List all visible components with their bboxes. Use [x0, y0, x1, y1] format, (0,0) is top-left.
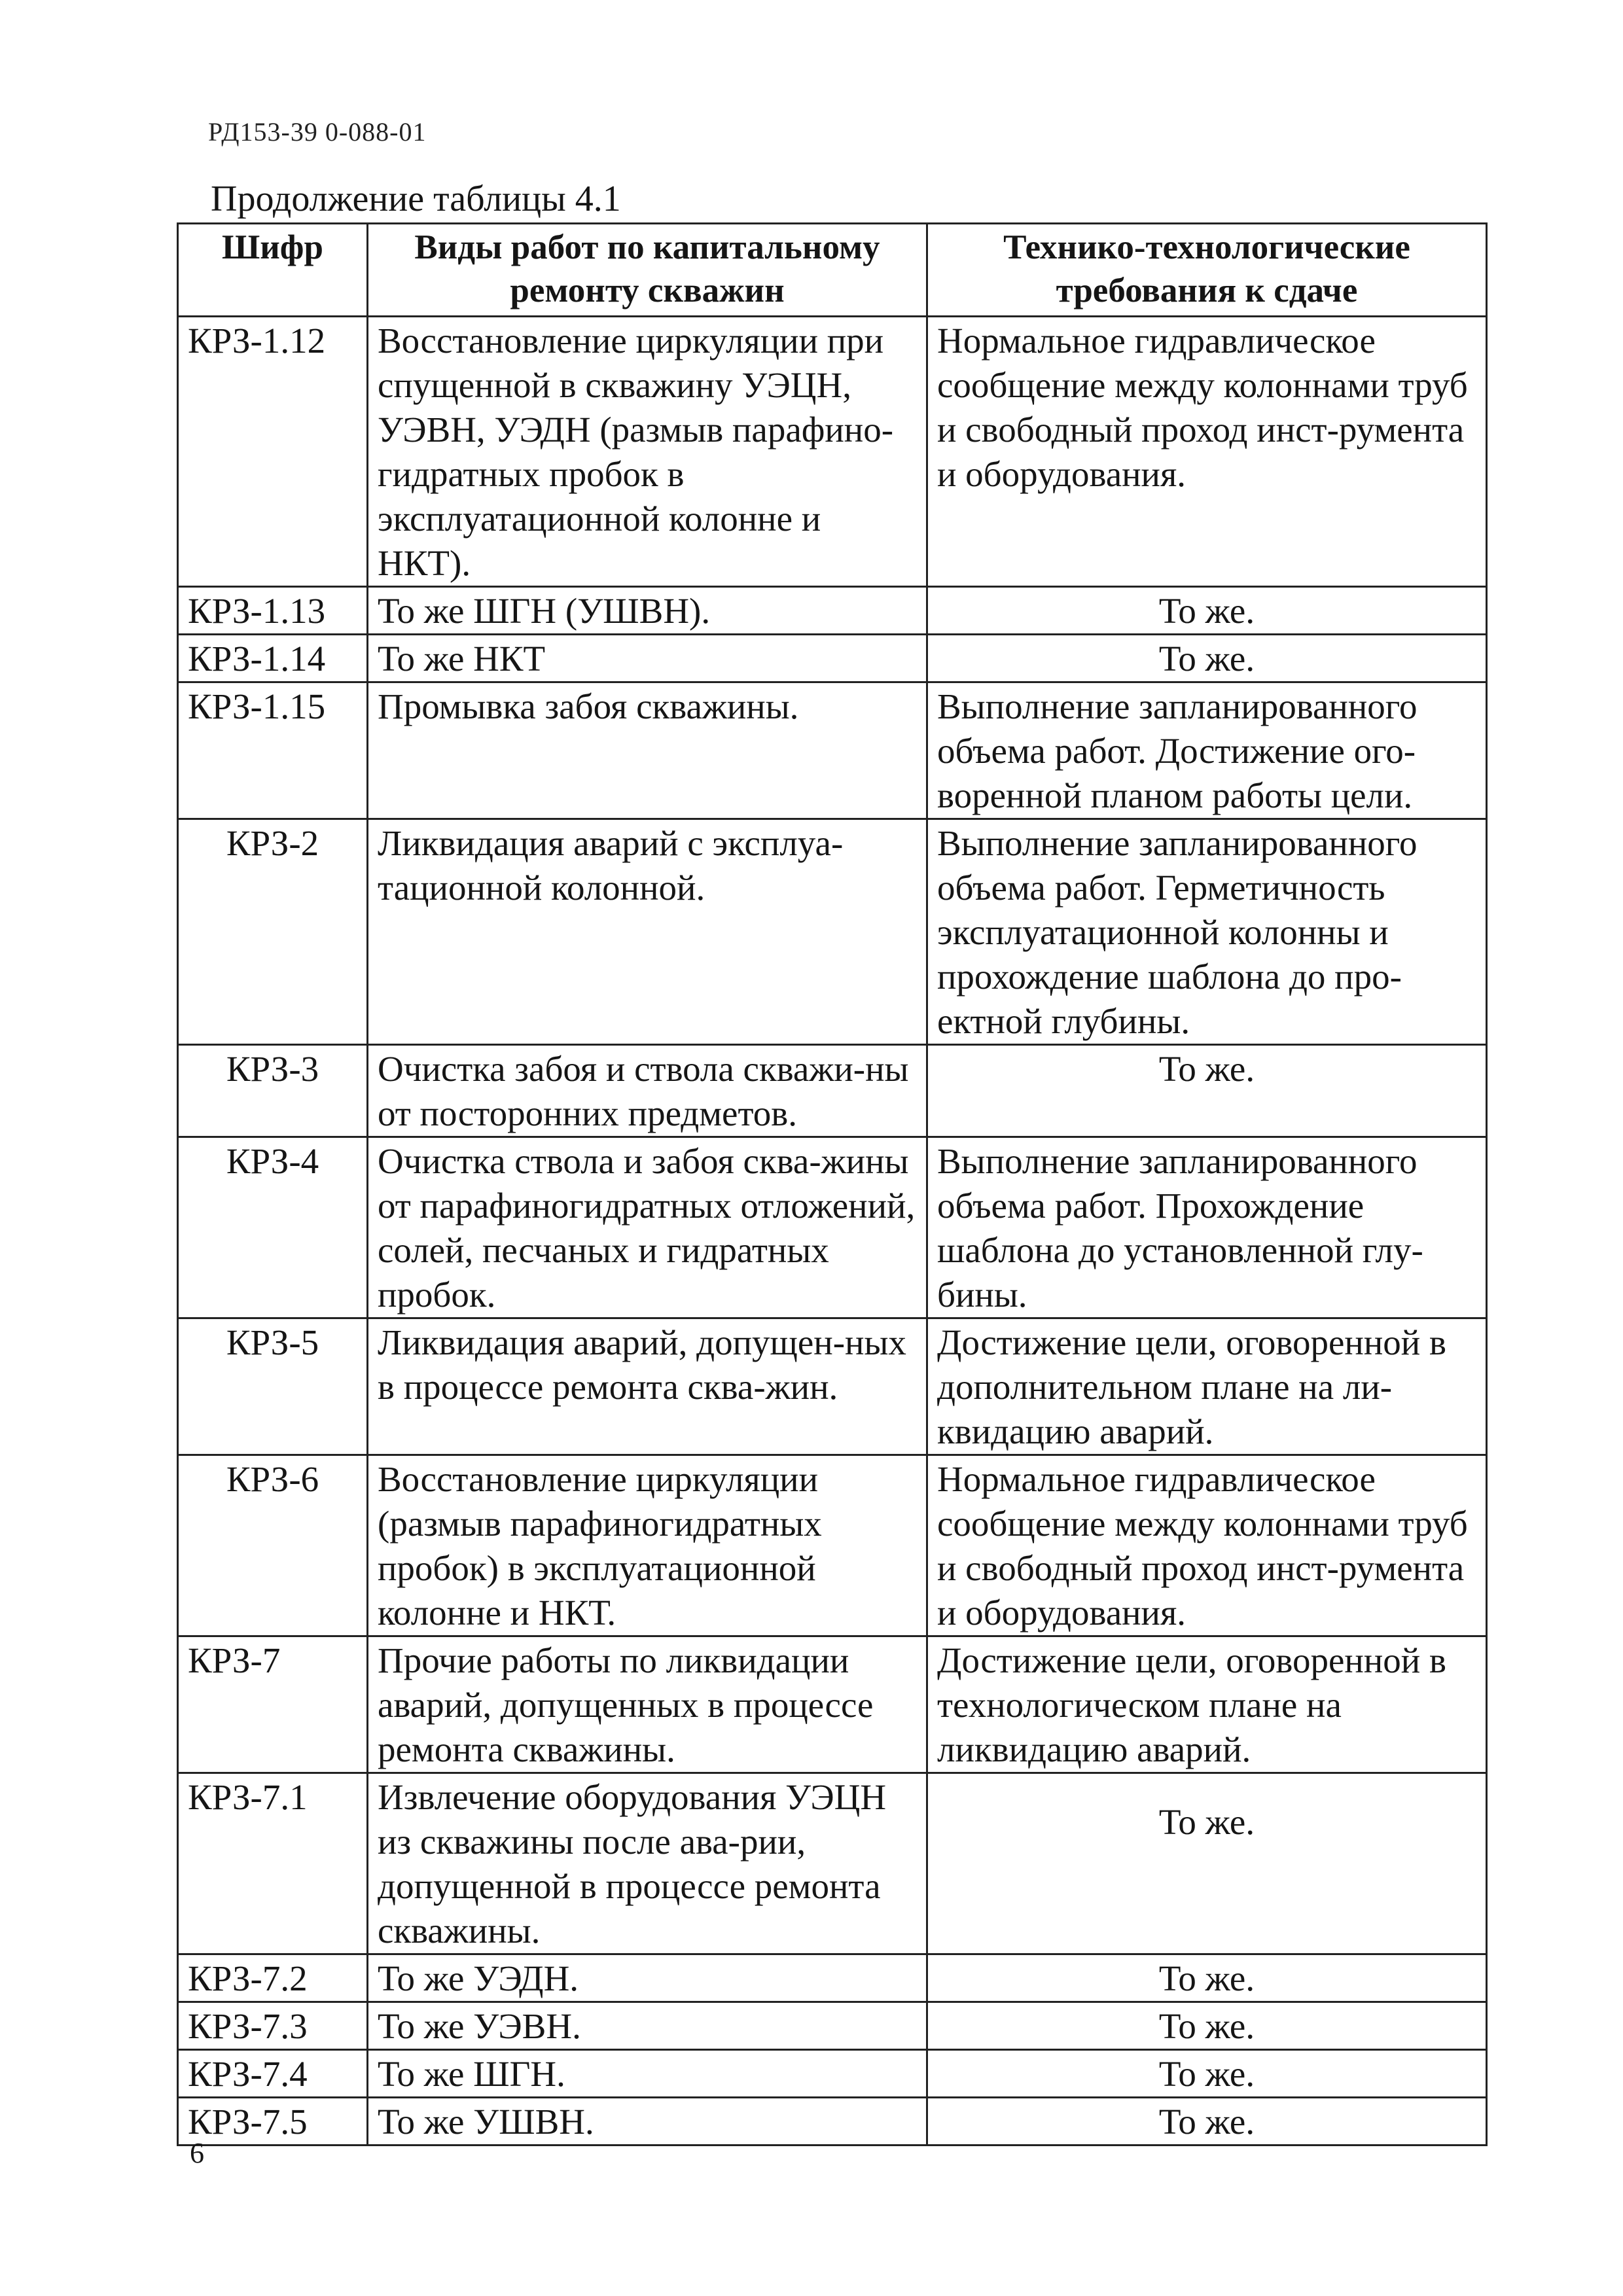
column-header-code: Шифр: [178, 224, 368, 317]
table-row: [178, 317, 1487, 587]
cell-requirements: То же.: [927, 1954, 1487, 2002]
cell-work: То же НКТ: [368, 635, 927, 682]
cell-work: Восстановление циркуляции (размыв парафиногидратных пробок) в эксплуатационной колонне и НКТ.: [368, 1455, 927, 1636]
document-id: РД153-39 0-088-01: [208, 117, 427, 147]
table-row: [178, 1045, 1487, 1137]
cell-requirements: Нормальное гидравлическое сообщение между колоннами труб и свободный проход инст-румента и оборудования.: [927, 317, 1487, 587]
cell-requirements: То же.: [927, 1773, 1487, 1954]
cell-requirements: Нормальное гидравлическое сообщение между колоннами труб и свободный проход инст-румента и оборудования.: [927, 1455, 1487, 1636]
cell-requirements: Достижение цели, оговоренной в технологическом плане на ликвидацию аварий.: [927, 1636, 1487, 1773]
cell-work: То же УЭДН.: [368, 1954, 927, 2002]
table-row: [178, 2002, 1487, 2050]
cell-work: Прочие работы по ликвидации аварий, допущенных в процессе ремонта скважины.: [368, 1636, 927, 1773]
cell-code: КРЗ-7.1: [178, 1773, 368, 1954]
table-row: [178, 682, 1487, 819]
table-row: [178, 2050, 1487, 2098]
table-row: [178, 587, 1487, 635]
cell-requirements: То же.: [927, 2098, 1487, 2146]
cell-requirements: То же.: [927, 635, 1487, 682]
cell-code: КРЗ-2: [178, 819, 368, 1045]
cell-requirements: Выполнение запланированного объема работ. Достижение ого-воренной планом работы цели.: [927, 682, 1487, 819]
cell-requirements: То же.: [927, 1045, 1487, 1137]
cell-code: КРЗ-1.12: [178, 317, 368, 587]
cell-requirements: То же.: [927, 2002, 1487, 2050]
cell-work: Ликвидация аварий с эксплуа-тационной колонной.: [368, 819, 927, 1045]
cell-code: КРЗ-3: [178, 1045, 368, 1137]
cell-work: Очистка ствола и забоя сква-жины от парафиногидратных отложений, солей, песчаных и гидратных пробок.: [368, 1137, 927, 1318]
column-header-requirements: Технико-технологические требования к сдаче: [927, 224, 1487, 317]
cell-work: То же ШГН.: [368, 2050, 927, 2098]
cell-requirements: Выполнение запланированного объема работ. Прохождение шаблона до установленной глу-бины.: [927, 1137, 1487, 1318]
page-number: 6: [190, 2137, 204, 2169]
cell-work: То же УШВН.: [368, 2098, 927, 2146]
table-row: [178, 1318, 1487, 1455]
cell-code: КРЗ-1.15: [178, 682, 368, 819]
table-row: [178, 2098, 1487, 2146]
cell-code: КРЗ-7: [178, 1636, 368, 1773]
table-body: [178, 317, 1487, 2146]
cell-work: Очистка забоя и ствола скважи-ны от посторонних предметов.: [368, 1045, 927, 1137]
table-row: [178, 1773, 1487, 1954]
table-row: [178, 635, 1487, 682]
cell-work: Ликвидация аварий, допущен-ных в процессе ремонта сква-жин.: [368, 1318, 927, 1455]
table-row: [178, 1455, 1487, 1636]
cell-requirements: То же.: [927, 587, 1487, 635]
repair-types-table: [177, 222, 1488, 2146]
cell-code: КРЗ-4: [178, 1137, 368, 1318]
cell-requirements: Достижение цели, оговоренной в дополнительном плане на ли-квидацию аварий.: [927, 1318, 1487, 1455]
cell-requirements: То же.: [927, 2050, 1487, 2098]
cell-requirements: Выполнение запланированного объема работ. Герметичность эксплуатационной колонны и прохождение шаблона до про-ектной глубины.: [927, 819, 1487, 1045]
cell-code: КРЗ-5: [178, 1318, 368, 1455]
cell-code: КРЗ-1.14: [178, 635, 368, 682]
cell-code: КРЗ-1.13: [178, 587, 368, 635]
cell-code: КРЗ-7.4: [178, 2050, 368, 2098]
cell-work: Извлечение оборудования УЭЦН из скважины после ава-рии, допущенной в процессе ремонта скважины.: [368, 1773, 927, 1954]
table-caption: Продолжение таблицы 4.1: [211, 179, 621, 219]
table-row: [178, 1137, 1487, 1318]
header-row: [178, 224, 1487, 317]
table-row: [178, 819, 1487, 1045]
cell-work: Промывка забоя скважины.: [368, 682, 927, 819]
table-row: [178, 1954, 1487, 2002]
cell-code: КРЗ-7.3: [178, 2002, 368, 2050]
cell-code: КРЗ-6: [178, 1455, 368, 1636]
cell-code: КРЗ-7.2: [178, 1954, 368, 2002]
cell-work: Восстановление циркуляции при спущенной в скважину УЭЦН, УЭВН, УЭДН (размыв парафино-гидратных пробок в эксплуатационной колонне и НКТ).: [368, 317, 927, 587]
table-row: [178, 1636, 1487, 1773]
cell-work: То же ШГН (УШВН).: [368, 587, 927, 635]
cell-work: То же УЭВН.: [368, 2002, 927, 2050]
column-header-work-type: Виды работ по капитальному ремонту скважин: [368, 224, 927, 317]
cell-code: КРЗ-7.5: [178, 2098, 368, 2146]
table-header: [178, 224, 1487, 317]
